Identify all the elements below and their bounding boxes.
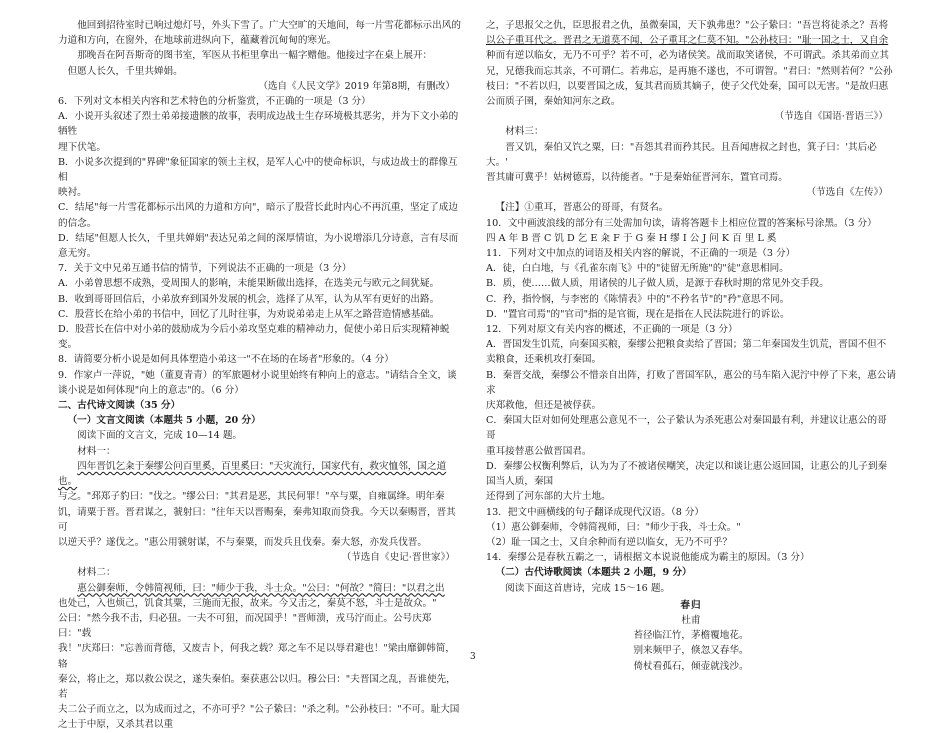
- right-line: C．矜，指怜悯，与李密的《陈情表》中的"不矜名节"的"矜"意思不同。: [486, 293, 790, 305]
- left-line: C．股营长在给小弟的书信中，回忆了儿时往事，为劝说弟弟走上从军之路营造情感基础。: [58, 308, 440, 320]
- poem-title: 春归: [680, 599, 702, 611]
- left-line: 秦公，将止之，郑以救公误之，遂失秦伯。秦获惠公以归。穆公曰："夫晋国之乱，吾谁使先，若: [58, 673, 456, 700]
- right-line: 材料三：: [505, 126, 544, 138]
- left-line: B．小说多次提到的"界碑"象征国家的领土主权，是军人心中的使命标识，与成边战士的群像互相: [58, 156, 458, 184]
- right-line: 种而有逆以临女，无乃不可乎？若不可，必为诸侯笑。战而取笑诸侯，不可谓武。杀其弟而立其兄，兄德我而忘其亲，不可谓仁。若弗忘，是再施不遂也，不可谓智。"君曰："然则若何？"公孙枝曰："不若以归，以要晋国之成，复其君而质其嫡子，使子父代处秦，国可以无害。"是故归惠公而质子圉，秦始知河东之政。: [486, 50, 893, 108]
- left-line: D．结尾"但愿人长久，千里共婵娟"表达兄弟之间的深厚情谊，为小说增添几分诗意，言有尽而: [58, 232, 459, 244]
- left-line: 四年晋饥乞籴于秦缪公问百里奚，百里奚曰："天灾流行，国家代有，救灾恤邻，国之道也。: [58, 460, 447, 488]
- poem-line-2: 别来频甲子，倏忽又春华。: [633, 645, 749, 657]
- page-number: 3: [470, 652, 476, 662]
- left-line: 谈小说是如何体现"向上的意志"的。（6 分）: [58, 384, 244, 396]
- right-line: （1）惠公御秦师，令韩简视师，曰："师少于我，斗士众。": [486, 521, 741, 533]
- right-line: 11．下列对文中加点的词语及相关内容的解说，不正确的一项是（3 分）: [486, 248, 796, 260]
- left-line: 我！"庆郑曰："忘善而背德，又废吉卜，何我之载？郑之车不足以辱君避也！"梁由靡御韩简，辂: [58, 643, 455, 670]
- left-line: （选自《人民文学》2019 年第8期，有删改）: [258, 80, 455, 92]
- right-line: A．徒，白白地，与《孔雀东南飞》中的"徒留无所施"的"徒"意思相同。: [486, 263, 789, 275]
- left-line: 以逆天乎？遂伐之。"惠公用虢射谋，不与秦粟，而发兵且伐秦。秦大怒，亦发兵伐晋。: [58, 536, 427, 548]
- left-line: 8．请简要分析小说是如何具体塑造小弟这一"不在场的在场者"形象的。（4 分）: [58, 354, 394, 366]
- left-line: 意无穷。: [58, 248, 97, 260]
- left-line: 那晚吾在阿吾斯奇的图书室，军医从书柜里拿出一幅字赠他。他接过字在桌上展开：: [77, 50, 433, 62]
- left-line: C．结尾"每一片雪花都标示出风的力道和方向"，暗示了股营长此时内心不再沉重，坚定了成边: [58, 202, 458, 214]
- left-line: 但愿人长久，千里共婵娟。: [67, 65, 183, 77]
- left-line: D．股营长在信中对小弟的鼓励成为今后小弟攻坚克难的精神动力，促使小弟日后实现精神蜕变。: [58, 324, 450, 351]
- poem-line-3: 倚杖看孤石，倾壶就浅沙。: [633, 660, 749, 672]
- right-line: C．秦国大臣对如何处理惠公意见不一，公子絷认为杀死惠公对秦国最有利，并建议让惠公的哥哥: [486, 415, 887, 442]
- right-line: B．秦晋交战，秦缪公不惜亲自出阵，打败了晋国军队，惠公的马车陷入泥泞中停了下来，惠公请求: [486, 369, 896, 396]
- left-line: 也处己，入也烦己，饥食其粟，三施而无报，故来。今又击之，秦莫不怒，斗士是故众。": [58, 597, 437, 609]
- left-line: 7．关于文中兄弟互通书信的情节，下列说法不正确的一项是（3 分）: [58, 263, 352, 275]
- right-text: [486, 18, 896, 596]
- right-line: A．晋国发生饥荒，向秦国买粮，秦缪公把粮食卖给了晋国；第二年秦国发生饥荒，晋国不但不: [486, 339, 887, 351]
- right-line: （节选自《国语·晋语三》）: [774, 111, 888, 123]
- right-line: （节选自《左传》）: [806, 187, 888, 199]
- left-line: 阅读下面的文言文，完成 10—14 题。: [77, 430, 243, 442]
- poem-author: 杜甫: [681, 614, 701, 626]
- right-line: 10．文中画波浪线的部分有三处需加句读，请将答题卡上相应位置的答案标号涂黑。（3 分）: [486, 217, 877, 229]
- left-line: 力道和方向，在窗外，在地球前进纵向下，蕴藏着沉甸甸的寒光。: [58, 35, 337, 47]
- poem: [486, 598, 896, 674]
- left-line: 埋下伏笔。: [58, 141, 106, 153]
- left-line: 公曰："然今我不击，归必狃。一夫不可狃，而况国乎！"晋师溃，戎马泞而止。公号庆郑曰："载: [58, 612, 432, 640]
- right-line: B．质，使……做人质，用诸侯的儿子做人质，是源于春秋时期的常见外交手段。: [486, 278, 829, 290]
- right-line: 庆郑救他，但还是被俘获。: [486, 400, 602, 412]
- left-line: 他回到招待室时已响过熄灯号，外头下雪了。广大空旷的天地间，每一片雪花都标示出风的: [77, 20, 461, 31]
- left-line: 饥，请粟于晋。晋君谋之，虢射曰："往年天以晋赐秦，秦弗知取而贷我。今天以秦赐晋，晋其可: [58, 506, 456, 533]
- left-line: 与之。"邳郑子豹曰："伐之。"缪公曰："其君是恶，其民何罪！"卒与粟，自雍属绛。明年秦: [58, 491, 445, 503]
- left-line: 材料一：: [77, 445, 116, 457]
- right-line: 13．把文中画横线的句子翻译成现代汉语。（8 分）: [486, 506, 705, 518]
- right-line: （二）古代诗歌阅读（本题共 2 小题，9 分）: [495, 567, 692, 579]
- left-line: A．小弟曾思想不成熟，受周围人的影响，未能果断做出选择，在选美元与欧元之间犹疑。: [58, 278, 440, 290]
- right-line: 重耳接替惠公做晋国君。: [486, 445, 592, 457]
- right-line: （2）耻一国之士，又自余种而有逆以临女，无乃不可乎？: [486, 536, 732, 548]
- right-line: D．"置官司焉"的"官司"指的是官衙，现在是指在人民法院进行的诉讼。: [486, 308, 790, 320]
- left-line: 6．下列对文本相关内容和艺术特色的分析鉴赏，不正确的一项是（3 分）: [58, 96, 371, 108]
- left-line: A．小说开头叙述了烈士弟弟接遗骸的故事，表明成边战士生存环境极其恶劣，并为下文小弟的牺牲: [58, 111, 459, 138]
- left-line: 二、古代诗文阅读（35 分）: [58, 400, 181, 412]
- right-line: D．秦缪公权衡利弊后，认为为了不被诸侯嘲笑，决定以和谈让惠公返回国，让惠公的儿子到秦国当人质，秦国: [486, 460, 888, 488]
- right-line: 卖粮食，还乘机攻打秦国。: [486, 354, 602, 366]
- right-line: 四 A 年 B 晋 C 饥 D 乞 E 籴 F 于 G 秦 H 缪 I 公 J 问 K 百 里 L 奚: [486, 232, 777, 244]
- left-line: 夫二公子而立之，以为成而过之，不亦可乎？"公子絷曰："杀之利。"公孙枝曰："不可。耻大国之士于中原，又杀其君以重: [58, 704, 460, 731]
- right-line: 12．下列对原文有关内容的概述，不正确的一项是（3 分）: [486, 324, 738, 336]
- left-line: 9．作家卢一萍说，"她（董夏青青）的军旅题材小说里始终有种向上的意志。"请结合全文，谈: [58, 369, 457, 381]
- right-line: 还得到了河东部的大片土地。: [486, 491, 611, 503]
- left-line: B．收到哥哥回信后，小弟放弃到国外发展的机会，选择了从军，认为从军有更好的出路。: [58, 293, 440, 305]
- right-line: 之，子思报父之仇，臣思报君之仇，虽微秦国，天下孰弗患？"公子絷曰："吾岂将徒杀之？吾将: [486, 20, 889, 31]
- left-line: 的信念。: [58, 217, 97, 229]
- right-line: 以公子重耳代之。晋君之无道莫不闻，公子重耳之仁莫不知。"公孙枝曰："耻一国之士，又自余: [486, 35, 889, 47]
- right-line: 【注】①重耳，晋惠公的哥哥，有贤名。: [495, 202, 669, 214]
- right-line: 阅读下面这首唐诗，完成 15～16 题。: [505, 582, 671, 594]
- left-line: （一）文言文阅读（本题共 5 小题，20 分）: [67, 415, 261, 427]
- left-line: 材料二：: [77, 567, 116, 579]
- left-line: 映衬。: [58, 187, 87, 199]
- right-column: [486, 18, 896, 674]
- right-line: 晋又饥，秦伯又饩之粟，曰："吾怨其君而矜其民。且吾闻唐叔之封也，箕子曰：'其后必大。': [486, 141, 877, 168]
- poem-line-1: 苔径临江竹，茅檐覆地花。: [633, 630, 749, 642]
- left-line: （节选自《史记·晋世家》）: [341, 552, 455, 564]
- left-column: [58, 18, 463, 733]
- left-line: 惠公御秦师，令韩简视师，曰："师少于我，斗士众。"公曰："何故？"简曰："以君之出: [77, 582, 445, 594]
- right-line: 14．秦缪公是春秋五霸之一，请根据文本说说他能成为霸主的原因。（3 分）: [486, 552, 810, 564]
- right-line: 晋其庸可冀乎！姑树德焉，以待能者。"于是秦始征晋河东，置官司焉。: [486, 172, 788, 184]
